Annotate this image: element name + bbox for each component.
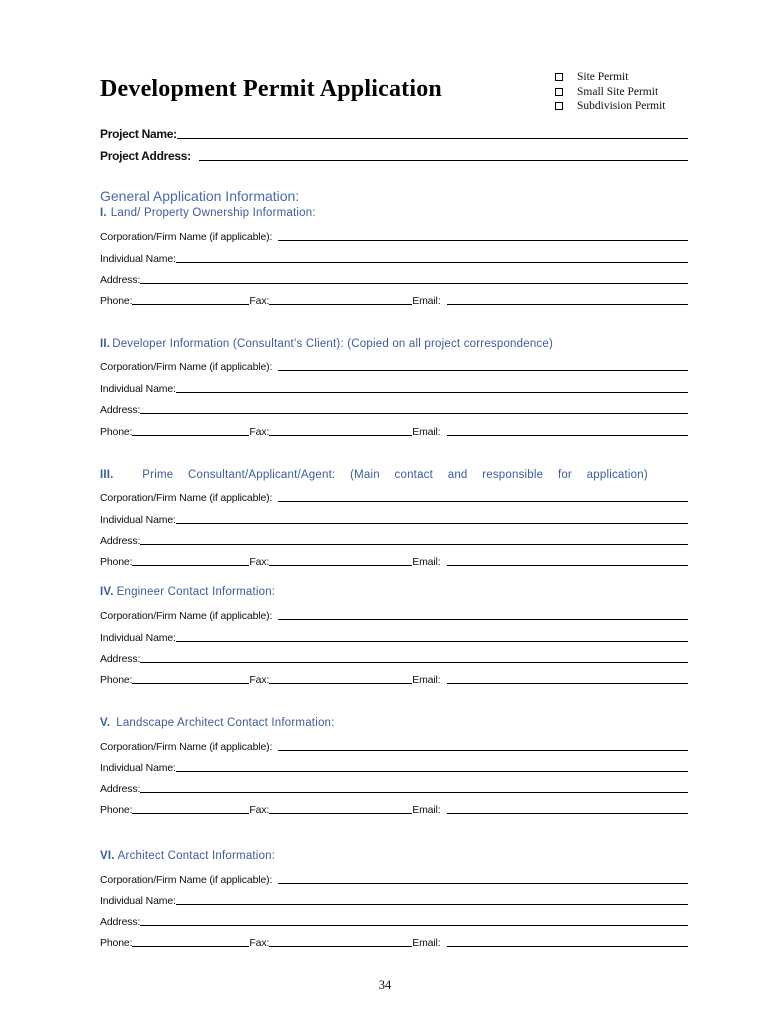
- section-2-email-field[interactable]: [447, 435, 689, 436]
- section-3-corporation-field[interactable]: [278, 501, 688, 502]
- section-6-address-row: Address:: [100, 914, 688, 928]
- section-4-fax-field[interactable]: [269, 683, 412, 684]
- section-2-heading: II. Developer Information (Consultant’s Client): (Copied on all project correspondence): [100, 338, 554, 350]
- section-4-heading: IV. Engineer Contact Information:: [100, 586, 276, 598]
- section-1-heading: I. Land/ Property Ownership Information:: [100, 207, 316, 219]
- section-3-phone-field[interactable]: [132, 565, 249, 566]
- section-4-address-field[interactable]: [140, 662, 688, 663]
- section-5-email-field[interactable]: [447, 813, 689, 814]
- section-6-individual-row: Individual Name:: [100, 893, 688, 907]
- section-3-address-field[interactable]: [140, 544, 688, 545]
- section-5-fax-field[interactable]: [269, 813, 412, 814]
- permit-option-small-site[interactable]: [555, 85, 666, 100]
- section-1-contact-row: Phone: Fax: Email:: [100, 293, 688, 307]
- section-4-corporation-field[interactable]: [278, 619, 688, 620]
- small-site-permit-checkbox[interactable]: [555, 88, 563, 96]
- project-name-field[interactable]: [177, 138, 688, 139]
- section-2-phone-field[interactable]: [132, 435, 249, 436]
- section-4-address-row: Address:: [100, 651, 688, 665]
- section-2-address-field[interactable]: [140, 413, 688, 414]
- section-6-heading: VI. Architect Contact Information:: [100, 850, 276, 862]
- section-5-phone-field[interactable]: [132, 813, 249, 814]
- section-1-corporation-field[interactable]: [278, 240, 688, 241]
- section-1-individual-row: Individual Name:: [100, 251, 688, 265]
- section-5-heading: V. Landscape Architect Contact Information:: [100, 717, 335, 729]
- section-4-contact-row: Phone: Fax: Email:: [100, 672, 688, 686]
- project-address-field[interactable]: [199, 160, 688, 161]
- section-6-contact-row: Phone: Fax: Email:: [100, 935, 688, 949]
- section-6-address-field[interactable]: [140, 925, 688, 926]
- section-3-heading: III. Prime Consultant/Applicant/Agent: (Main contact and responsible for application): [100, 469, 648, 481]
- section-1-corporation-row: Corporation/Firm Name (if applicable):: [100, 229, 688, 243]
- section-3-corporation-row: Corporation/Firm Name (if applicable):: [100, 490, 688, 504]
- section-5-individual-row: Individual Name:: [100, 760, 688, 774]
- section-6-corporation-field[interactable]: [278, 883, 688, 884]
- section-2-corporation-row: Corporation/Firm Name (if applicable):: [100, 359, 688, 373]
- section-5-address-row: Address:: [100, 781, 688, 795]
- permit-type-options: [555, 70, 666, 114]
- section-1-fax-field[interactable]: [269, 304, 412, 305]
- page-title: Development Permit Application: [100, 76, 442, 102]
- section-1-individual-field[interactable]: [176, 262, 688, 263]
- section-3-fax-field[interactable]: [269, 565, 412, 566]
- section-2-address-row: Address:: [100, 402, 688, 416]
- section-5-corporation-field[interactable]: [278, 750, 688, 751]
- section-3-individual-row: Individual Name:: [100, 512, 688, 526]
- section-3-contact-row: Phone: Fax: Email:: [100, 554, 688, 568]
- section-5-individual-field[interactable]: [176, 771, 688, 772]
- section-2-contact-row: Phone: Fax: Email:: [100, 424, 688, 438]
- section-4-corporation-row: Corporation/Firm Name (if applicable):: [100, 608, 688, 622]
- section-6-email-field[interactable]: [447, 946, 689, 947]
- section-4-individual-row: Individual Name:: [100, 630, 688, 644]
- section-6-fax-field[interactable]: [269, 946, 412, 947]
- section-3-address-row: Address:: [100, 533, 688, 547]
- section-6-individual-field[interactable]: [176, 904, 688, 905]
- section-4-phone-field[interactable]: [132, 683, 249, 684]
- section-2-corporation-field[interactable]: [278, 370, 688, 371]
- page-number: 34: [378, 978, 392, 992]
- project-name-row: [100, 127, 688, 141]
- permit-option-label: Small Site Permit: [577, 85, 659, 98]
- section-4-email-field[interactable]: [447, 683, 689, 684]
- section-2-fax-field[interactable]: [269, 435, 412, 436]
- section-6-corporation-row: Corporation/Firm Name (if applicable):: [100, 872, 688, 886]
- section-5-corporation-row: Corporation/Firm Name (if applicable):: [100, 739, 688, 753]
- section-2-individual-row: Individual Name:: [100, 381, 688, 395]
- section-5-address-field[interactable]: [140, 792, 688, 793]
- section-1-address-field[interactable]: [140, 283, 688, 284]
- section-1-email-field[interactable]: [447, 304, 689, 305]
- permit-option-subdivision[interactable]: [555, 99, 666, 114]
- section-3-email-field[interactable]: [447, 565, 689, 566]
- site-permit-checkbox[interactable]: [555, 73, 563, 81]
- section-5-contact-row: Phone: Fax: Email:: [100, 802, 688, 816]
- section-6-phone-field[interactable]: [132, 946, 249, 947]
- permit-option-label: Site Permit: [577, 71, 629, 84]
- general-information-heading: General Application Information:: [100, 188, 300, 204]
- project-address-label: Project Address:: [100, 149, 191, 163]
- project-name-label: Project Name:: [100, 127, 177, 141]
- section-2-individual-field[interactable]: [176, 392, 688, 393]
- section-3-individual-field[interactable]: [176, 523, 688, 524]
- section-1-address-row: Address:: [100, 272, 688, 286]
- permit-option-site[interactable]: [555, 70, 666, 85]
- section-4-individual-field[interactable]: [176, 641, 688, 642]
- permit-option-label: Subdivision Permit: [577, 100, 666, 113]
- project-address-row: [100, 149, 688, 163]
- section-1-phone-field[interactable]: [132, 304, 249, 305]
- subdivision-permit-checkbox[interactable]: [555, 102, 563, 110]
